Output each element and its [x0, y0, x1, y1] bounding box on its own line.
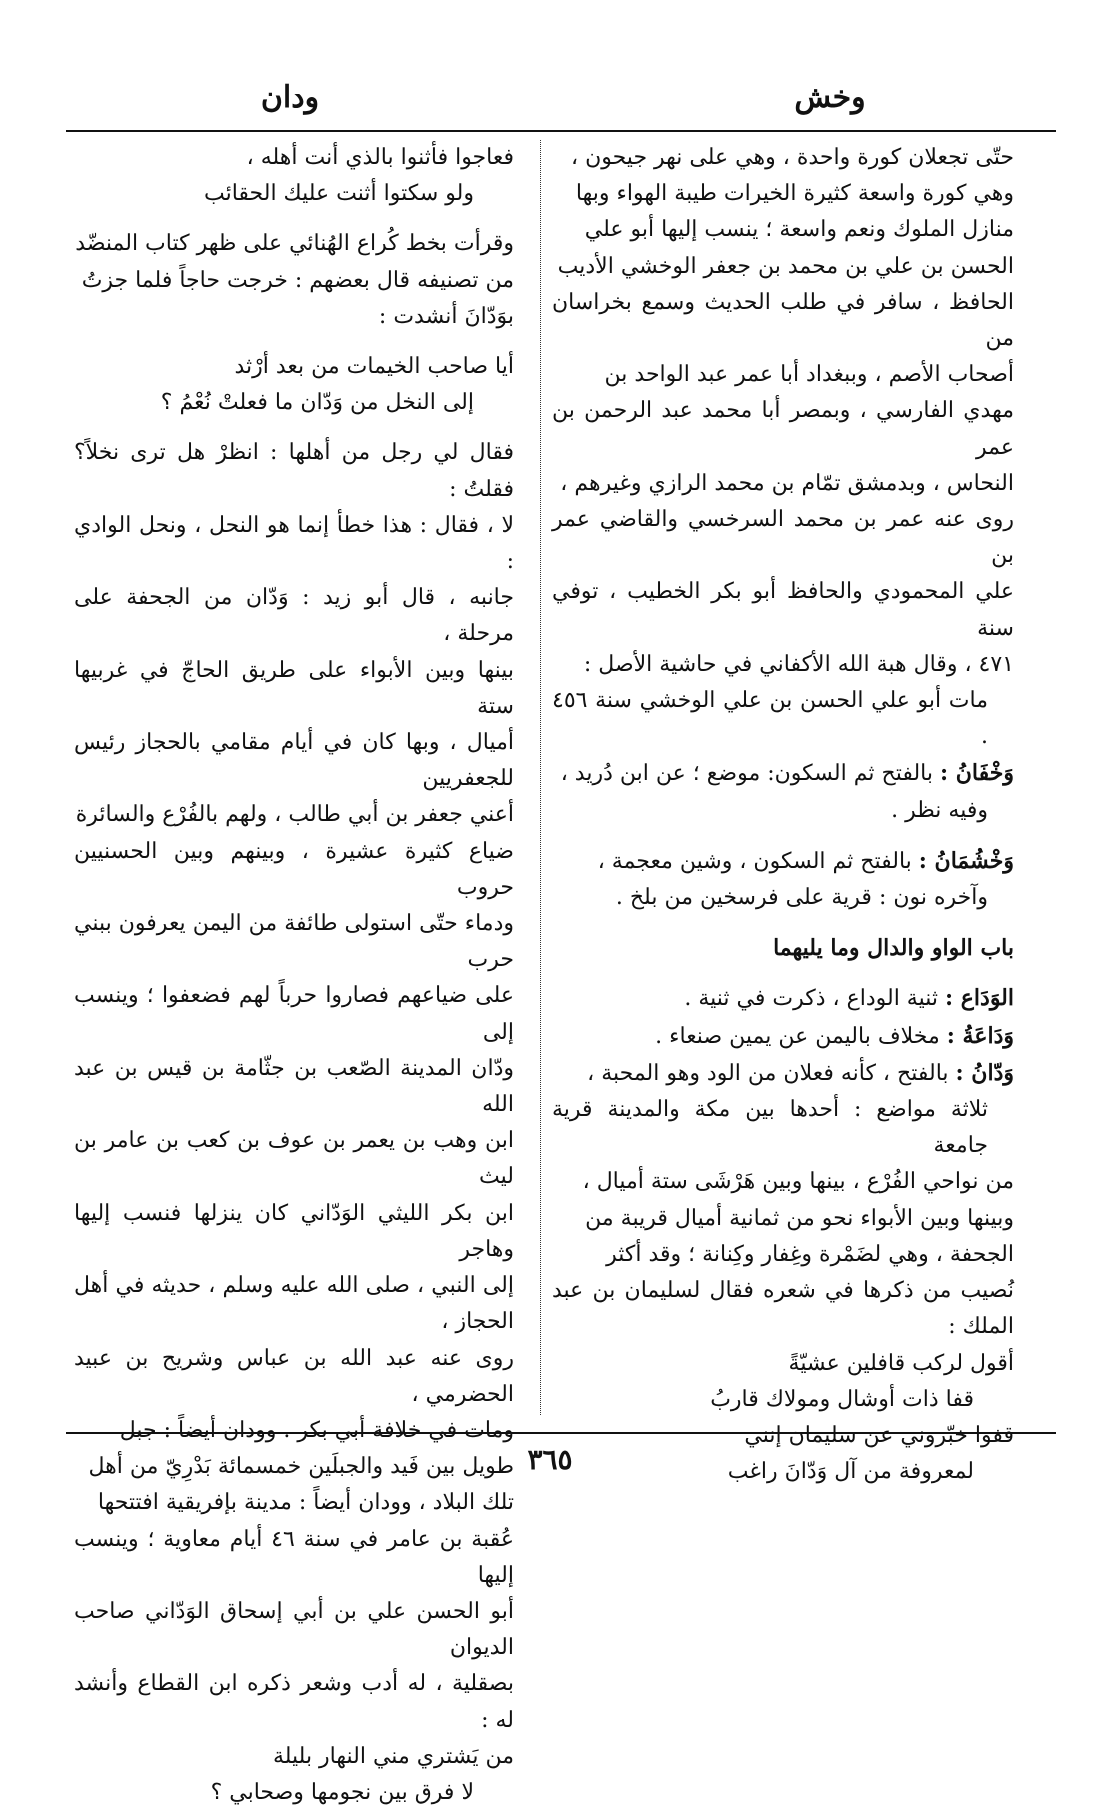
entry-text: مخلاف باليمن عن يمين صنعاء . [655, 1023, 947, 1049]
text-line: على ضياعهم فصاروا حرباً لهم فضعفوا ؛ وينسب إلى [74, 983, 514, 1045]
running-head-left: ودان [260, 80, 320, 115]
entry-line [552, 755, 1014, 792]
text-line: ضياع كثيرة عشيرة ، وبينهم وبين الحسنيين حروب [74, 838, 514, 900]
spacer [74, 212, 514, 226]
text-line: بوَدّانَ أنشدت : [378, 303, 514, 329]
entry-text: بالفتح ثم السكون: موضع ؛ عن ابن دُريد ، [560, 761, 940, 787]
entry-wakhshuman [552, 843, 1014, 916]
entry-line: وبينها وبين الأبواء نحو من ثمانية أميال قريبة من [585, 1205, 1014, 1231]
entry-waddan [552, 1055, 1014, 1346]
entry-text: بالفتح ثم السكون ، وشين معجمة ، [597, 848, 919, 874]
verse-line: لمعروفة من آل وَدّانَ راغب [727, 1459, 974, 1485]
text-line: إلى النبي ، صلى الله عليه وسلم ، حديثه في أهل الحجاز ، [74, 1273, 514, 1335]
paragraph-wakhsh-continued [552, 140, 1014, 755]
verse-line: ولو سكتوا أثنت عليك الحقائب [203, 181, 474, 207]
text-line: مهدي الفارسي ، وبمصر أبا محمد عبد الرحمن بن عمر [552, 398, 1014, 460]
entry-line: ثلاثة مواضع : أحدها بين مكة والمدينة قرية جامعة [552, 1097, 988, 1159]
entry-headword: وَخْشُمَانُ : [918, 847, 1014, 874]
verse-line: أقول لركب قافلين عشيّةً [788, 1350, 1014, 1376]
text-line: الحافظ ، سافر في طلب الحديث وسمع بخراسان من [552, 289, 1014, 352]
text-line: جانبه ، قال أبو زيد : وَدّان من الجحفة على مرحلة ، [74, 585, 514, 647]
verse-line: إلى النخل من وَدّان ما فعلتْ نُعْمُ ؟ [160, 390, 474, 416]
text-line: وقرأت بخط كُراع الهُنائي على ظهر كتاب المنضّد [75, 231, 514, 257]
right-column [552, 140, 1014, 1490]
text-line: ودماء حتّى استولى طائفة من اليمن يعرفون ببني حرب [74, 911, 514, 973]
text-line: أصحاب الأصم ، وببغداد أبا عمر عبد الواحد بن [604, 362, 1014, 388]
page-number: ٣٦٥ [527, 1443, 573, 1476]
text-line: لا ، فقال : هذا خطأ إنما هو النحل ، ونحل الوادي : [74, 512, 514, 575]
entry-headword: الوَدَاع : [945, 985, 1014, 1012]
text-line: وهي كورة واسعة كثيرة الخيرات طيبة الهواء وبها [575, 181, 1014, 207]
entry-line: وفيه نظر . [891, 797, 988, 823]
verse-line: قفا ذات أوشال ومولاك قاربُ [710, 1386, 974, 1412]
verse-block-3 [74, 1739, 514, 1811]
spacer [552, 916, 1014, 930]
text-line: ودّان المدينة الصّعب بن جثّامة بن قيس بن عبد الله [74, 1055, 514, 1118]
verse-line: لا فرق بين نجومها وصحابي ؟ [210, 1779, 474, 1805]
entry-text: بالفتح ، كأنه فعلان من الود وهو المحبة ، [587, 1060, 956, 1086]
verse-block-1 [74, 140, 514, 212]
paragraph-kura [74, 226, 514, 335]
spacer [74, 421, 514, 435]
text-line: ابن وهب بن يعمر بن عوف بن كعب بن عامر بن ليث [74, 1128, 514, 1190]
text-line: طويل بين فَيد والجبلَين خمسمائة بَدْرِيّ من أهل [88, 1454, 514, 1480]
verse-line: أيا صاحب الخيمات من بعد أرْثد [234, 354, 514, 380]
entry-line [552, 1055, 1014, 1092]
text-line: تلك البلاد ، وودان أيضاً : مدينة بإفريقية افتتحها [97, 1490, 514, 1516]
entry-text: ثنية الوداع ، ذكرت في ثنية . [684, 986, 945, 1012]
spacer [552, 966, 1014, 980]
text-line: النحاس ، وبدمشق تمّام بن محمد الرازي وغيرهم ، [560, 470, 1014, 496]
verse-line: فعاجوا فأثنوا بالذي أنت أهله ، [246, 145, 514, 170]
text-line: مات أبو علي الحسن بن علي الوخشي سنة ٤٥٦ . [552, 688, 988, 750]
section-heading: باب الواو والدال وما يليهما [773, 935, 1014, 962]
text-line: أعني جعفر بن أبي طالب ، ولهم بالفُرْع والسائرة [75, 802, 514, 828]
entry-line: الجحفة ، وهي لضَمْرة وغِفار وكِنانة ؛ وقد أكثر [606, 1241, 1014, 1267]
text-line: عُقبة بن عامر في سنة ٤٦ أيام معاوية ؛ وينسب إليها [74, 1526, 514, 1588]
entry-wakhfan [552, 755, 1014, 828]
bottom-rule [66, 1432, 1056, 1434]
text-line: حتّى تجعلان كورة واحدة ، وهي على نهر جيحون ، [570, 145, 1014, 170]
entry-wada [552, 980, 1014, 1017]
running-head-right: وخش [794, 80, 866, 115]
entry-headword: وَخْفَانُ : [940, 760, 1014, 787]
verse-block-2 [74, 349, 514, 421]
text-line: روى عنه عبد الله بن عباس وشريح بن عبيد الحضرمي ، [74, 1345, 514, 1407]
entry-line [552, 1018, 1014, 1055]
text-line: الحسن بن علي بن محمد بن جعفر الوخشي الأديب [557, 253, 1014, 279]
entry-line: وآخره نون : قرية على فرسخين من بلخ . [615, 885, 988, 911]
text-line: ٤٧١ ، وقال هبة الله الأكفاني في حاشية الأصل : [583, 651, 1014, 677]
paragraph-waddan-description [74, 435, 514, 1738]
entry-wadaa [552, 1018, 1014, 1055]
entry-line [552, 843, 1014, 880]
spacer [552, 829, 1014, 843]
text-line: أميال ، وبها كان في أيام مقامي بالحجاز رئيس للجعفريين [74, 730, 514, 792]
text-line: أبو الحسن علي بن أبي إسحاق الوَدّاني صاحب الديوان [74, 1598, 514, 1661]
text-line: ابن بكر الليثي الوَدّاني كان ينزلها فنسب إليها وهاجر [74, 1200, 514, 1262]
text-line: بينها وبين الأبواء على طريق الحاجّ في غربيها ستة [74, 657, 514, 719]
text-line: ومات في خلافة أبي بكر . وودان أيضاً : جبل [119, 1417, 514, 1443]
entry-line: من نواحي الفُرْع ، بينها وبين هَرْشَى ستة أميال ، [582, 1169, 1014, 1195]
verse-line: قفوا خبّروني عن سليمان إنني [744, 1422, 1014, 1448]
text-line: روى عنه عمر بن محمد السرخسي والقاضي عمر بن [552, 507, 1014, 569]
text-line: فقال لي رجل من أهلها : انظرْ هل ترى نخلاً؟فقلتُ : [74, 440, 514, 502]
column-divider [540, 140, 541, 1415]
entry-headword: وَدّانُ : [955, 1059, 1014, 1086]
top-rule [66, 130, 1056, 132]
text-line: من تصنيفه قال بعضهم : خرجت حاجاً فلما جزتُ [81, 267, 514, 293]
verse-line: من يَشتري مني النهار بليلة [272, 1743, 514, 1769]
text-line: علي المحمودي والحافظ أبو بكر الخطيب ، توفي سنة [552, 579, 1014, 641]
text-line: بصقلية ، له أدب وشعر ذكره ابن القطاع وأنشد له : [74, 1671, 514, 1733]
entry-line: نُصيب من ذكرها في شعره فقال لسليمان بن عبد الملك : [552, 1278, 1014, 1340]
entry-line [552, 980, 1014, 1017]
entry-headword: وَدَاعَةُ : [946, 1022, 1014, 1049]
left-column [74, 140, 514, 1811]
spacer [74, 335, 514, 349]
text-line: منازل الملوك ونعم واسعة ؛ ينسب إليها أبو علي [584, 217, 1014, 243]
